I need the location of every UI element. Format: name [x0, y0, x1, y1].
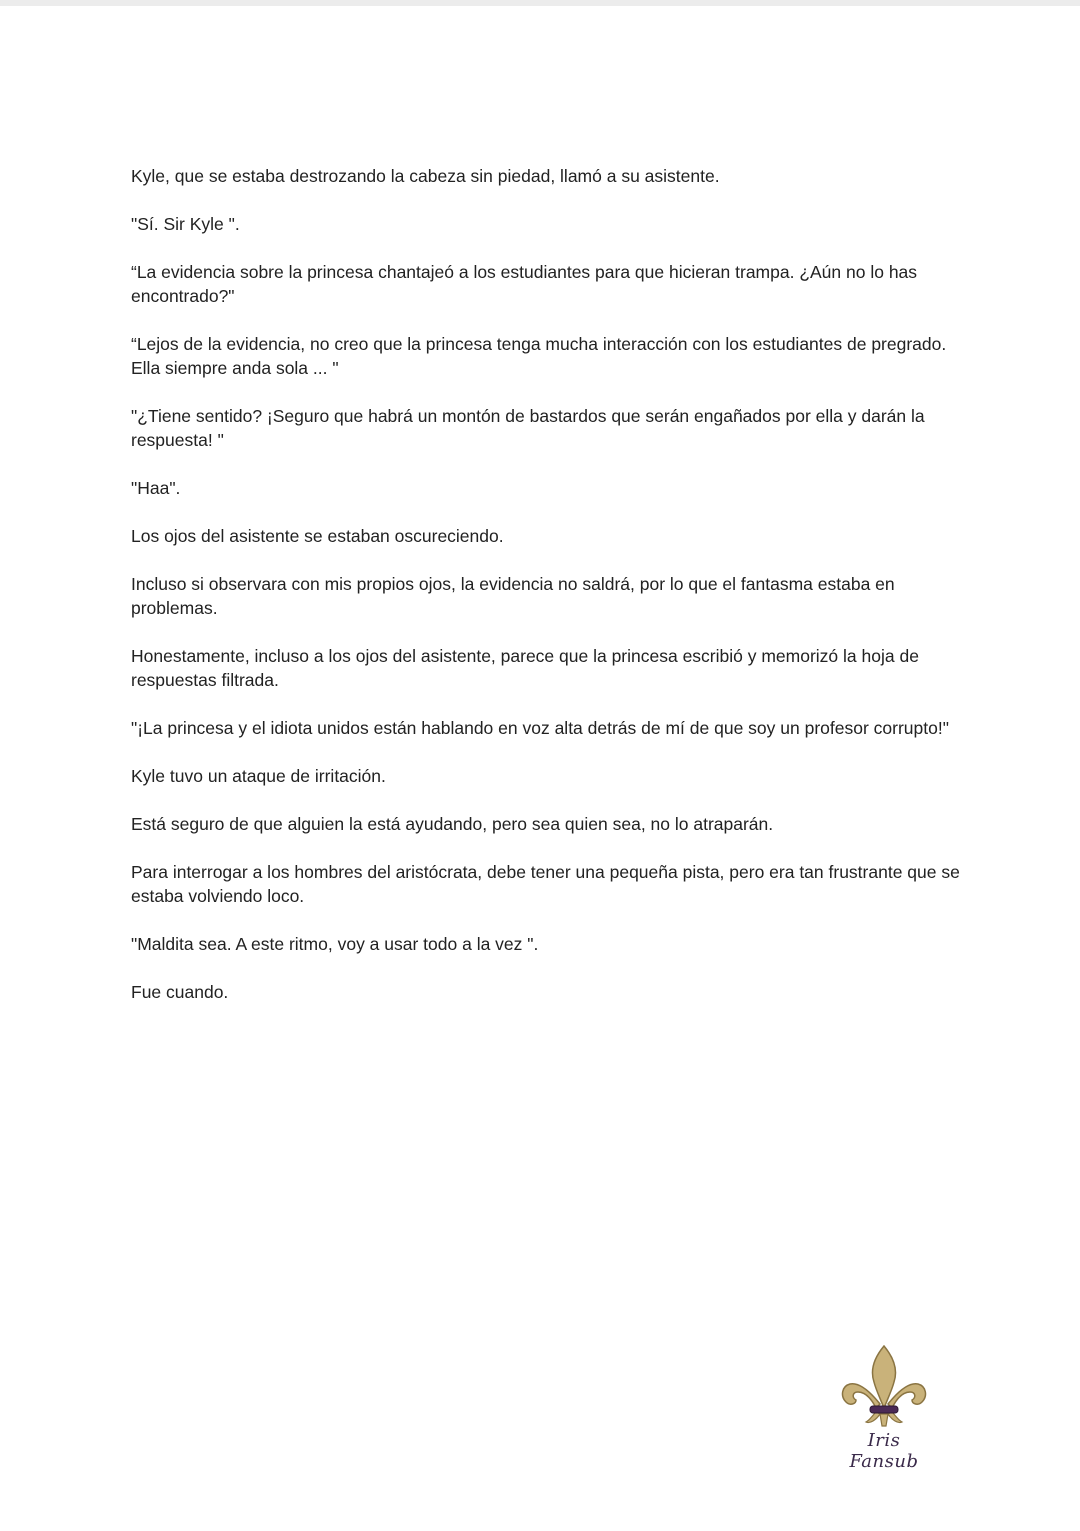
paragraph: Incluso si observara con mis propios ojos, la evidencia no saldrá, por lo que el fantasma estaba en problemas.: [131, 574, 895, 618]
paragraph: "¡La princesa y el idiota unidos están hablando en voz alta detrás de mí de que soy un profesor corrupto!": [131, 718, 949, 738]
paragraph: Los ojos del asistente se estaban oscureciendo.: [131, 526, 504, 546]
paragraph: Fue cuando.: [131, 982, 229, 1002]
fleur-right-foot: [888, 1412, 902, 1423]
paragraph: “La evidencia sobre la princesa chantajeó a los estudiantes para que hicieran trampa. ¿Aún no lo has encontrado?": [131, 262, 918, 306]
paragraph: “Lejos de la evidencia, no creo que la princesa tenga mucha interacción con los estudiantes de pregrado. Ella siempre anda sola ... ": [131, 334, 947, 378]
fleur-left-foot: [866, 1412, 880, 1423]
fleur-right-petal: [888, 1384, 925, 1408]
document-page: [0, 6, 1080, 1531]
document-body: [131, 164, 961, 1028]
paragraph: Para interrogar a los hombres del aristócrata, debe tener una pequeña pista, pero era tan frustrante que se estaba volviendo loco.: [131, 862, 960, 906]
paragraph: Honestamente, incluso a los ojos del asistente, parece que la princesa escribió y memorizó la hoja de respuestas filtrada.: [131, 646, 919, 690]
fleur-de-lis-icon: [836, 1342, 932, 1428]
fleur-band: [870, 1406, 898, 1413]
paragraph: "Haa".: [131, 478, 181, 498]
fleur-stem: [880, 1414, 888, 1426]
paragraph: "Sí. Sir Kyle ".: [131, 214, 240, 234]
paragraph: "Maldita sea. A este ritmo, voy a usar todo a la vez ".: [131, 934, 539, 954]
paragraph: Kyle, que se estaba destrozando la cabeza sin piedad, llamó a su asistente.: [131, 166, 720, 186]
paragraph: Kyle tuvo un ataque de irritación.: [131, 766, 386, 786]
fleur-left-petal: [843, 1384, 880, 1408]
watermark-logo: [832, 1342, 942, 1472]
paragraph: "¿Tiene sentido? ¡Seguro que habrá un montón de bastardos que serán engañados por ella y darán la respuesta! ": [131, 406, 925, 450]
paragraph: Está seguro de que alguien la está ayudando, pero sea quien sea, no lo atraparán.: [131, 814, 774, 834]
watermark-text: Iris Fansub: [849, 1430, 919, 1472]
